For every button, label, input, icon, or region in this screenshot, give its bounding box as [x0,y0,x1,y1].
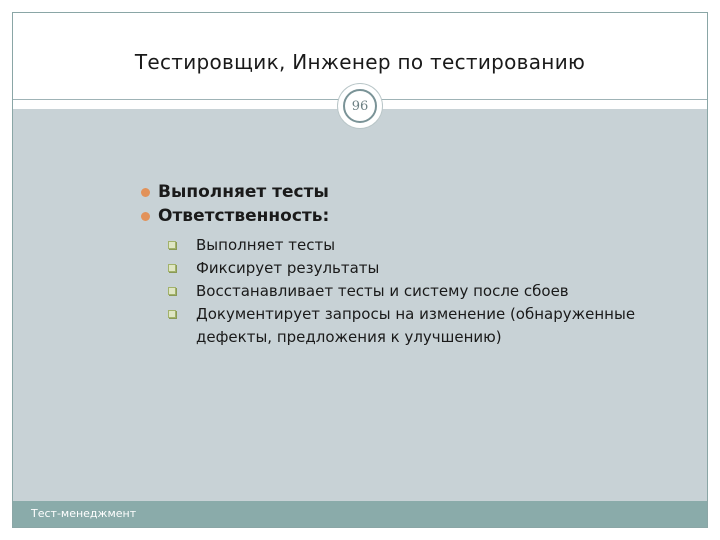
sub-bullet-text: Фиксирует результаты [196,259,380,277]
sub-bullet-text: Восстанавливает тесты и систему после сбоев [196,282,569,300]
square-bullet-icon [168,310,176,318]
list-item [140,180,329,204]
bullet-dot-icon [141,212,150,221]
bullet-text: Выполняет тесты [158,182,329,202]
sub-list-item [168,280,658,303]
sub-bullet-text: Документирует запросы на изменение (обнаруженные дефекты, предложения к улучшению) [196,305,636,346]
sub-list-item [168,234,658,257]
bullet-text: Ответственность: [158,206,330,226]
sub-list-item [168,303,658,349]
bullet-list [140,180,329,228]
square-bullet-icon [168,264,176,272]
square-bullet-icon [168,241,176,249]
page-number-badge [338,84,382,128]
bullet-dot-icon [141,188,150,197]
footer-text: Тест-менеджмент [31,507,137,520]
slide-title: Тестировщик, Инженер по тестированию [134,50,586,74]
sub-list-item [168,257,658,280]
sub-bullet-list [168,234,658,349]
square-bullet-icon [168,287,176,295]
list-item [140,204,329,228]
sub-bullet-text: Выполняет тесты [196,236,336,254]
footer-bar [13,501,707,527]
page-number: 96 [343,89,377,123]
